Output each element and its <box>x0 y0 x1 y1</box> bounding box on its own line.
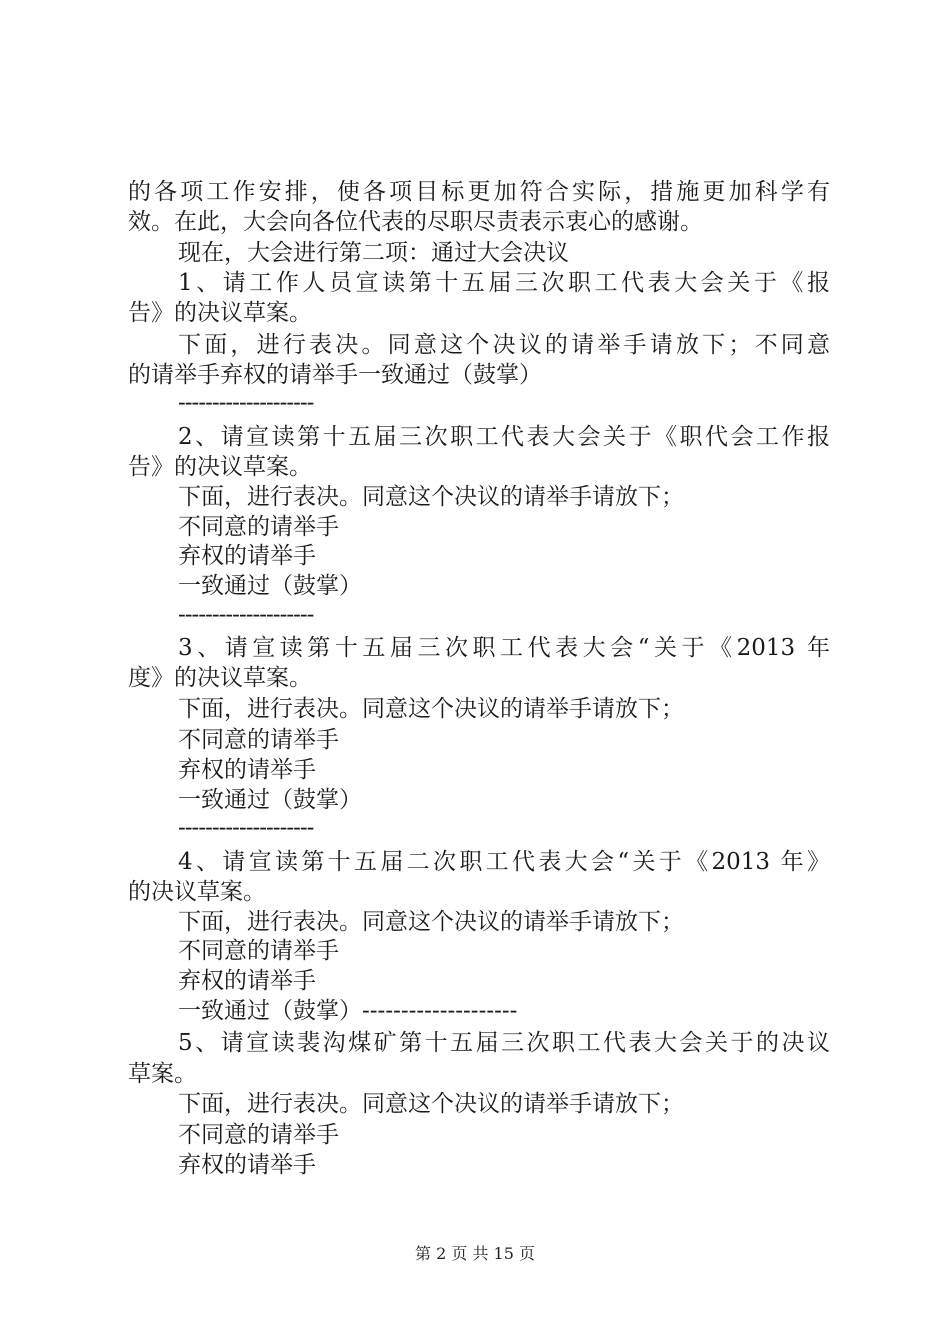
text-line: 的各项工作安排，使各项目标更加符合实际，措施更加科学有 <box>128 179 830 205</box>
text-line: 下面，进行表决。同意这个决议的请举手请放下； <box>178 484 684 510</box>
text-line: 弃权的请举手 <box>178 968 316 994</box>
text-line: 5、请宣读裴沟煤矿第十五届三次职工代表大会关于的决议 <box>178 1030 830 1056</box>
text-line: 弃权的请举手 <box>178 1152 316 1178</box>
text-line: 不同意的请举手 <box>178 514 339 540</box>
text-line: 下面，进行表决。同意这个决议的请举手请放下； <box>178 1091 684 1117</box>
text-line: 效。在此，大会向各位代表的尽职尽责表示衷心的感谢。 <box>128 209 703 235</box>
text-line: 弃权的请举手 <box>178 543 316 569</box>
text-line: 度》的决议草案。 <box>128 665 312 691</box>
page-footer: 第 2 页 共 15 页 <box>415 1244 535 1263</box>
text-line: 下面，进行表决。同意这个决议的请举手请放下；不同意 <box>178 332 830 358</box>
text-line: 不同意的请举手 <box>178 727 339 753</box>
text-line: 2、请宣读第十五届三次职工代表大会关于《职代会工作报 <box>178 424 830 450</box>
text-line: 告》的决议草案。 <box>128 300 312 326</box>
text-line: 不同意的请举手 <box>178 1122 339 1148</box>
text-line: 现在，大会进行第二项：通过大会决议 <box>178 240 569 266</box>
text-line: 一致通过（鼓掌） <box>178 787 362 813</box>
text-line: 1、请工作人员宣读第十五届三次职工代表大会关于《报 <box>178 270 830 296</box>
text-line: 下面，进行表决。同意这个决议的请举手请放下； <box>178 909 684 935</box>
text-line: 下面，进行表决。同意这个决议的请举手请放下； <box>178 696 684 722</box>
text-line: 4、请宣读第十五届二次职工代表大会“关于《2013 年》 <box>178 849 830 875</box>
separator-dashes: -------------------- <box>178 815 314 841</box>
separator-dashes: -------------------- <box>178 602 314 628</box>
text-line: 草案。 <box>128 1061 197 1087</box>
text-line: 告》的决议草案。 <box>128 454 312 480</box>
text-line: 弃权的请举手 <box>178 757 316 783</box>
text-line: 的请举手弃权的请举手一致通过（鼓掌） <box>128 362 542 388</box>
text-line: 3、请宣读第十五届三次职工代表大会“关于《2013 年 <box>178 635 830 661</box>
text-line: 一致通过（鼓掌） <box>178 573 362 599</box>
text-line: 一致通过（鼓掌）-------------------- <box>178 998 518 1024</box>
text-line: 的决议草案。 <box>128 879 266 905</box>
separator-dashes: -------------------- <box>178 390 314 416</box>
text-line: 不同意的请举手 <box>178 938 339 964</box>
